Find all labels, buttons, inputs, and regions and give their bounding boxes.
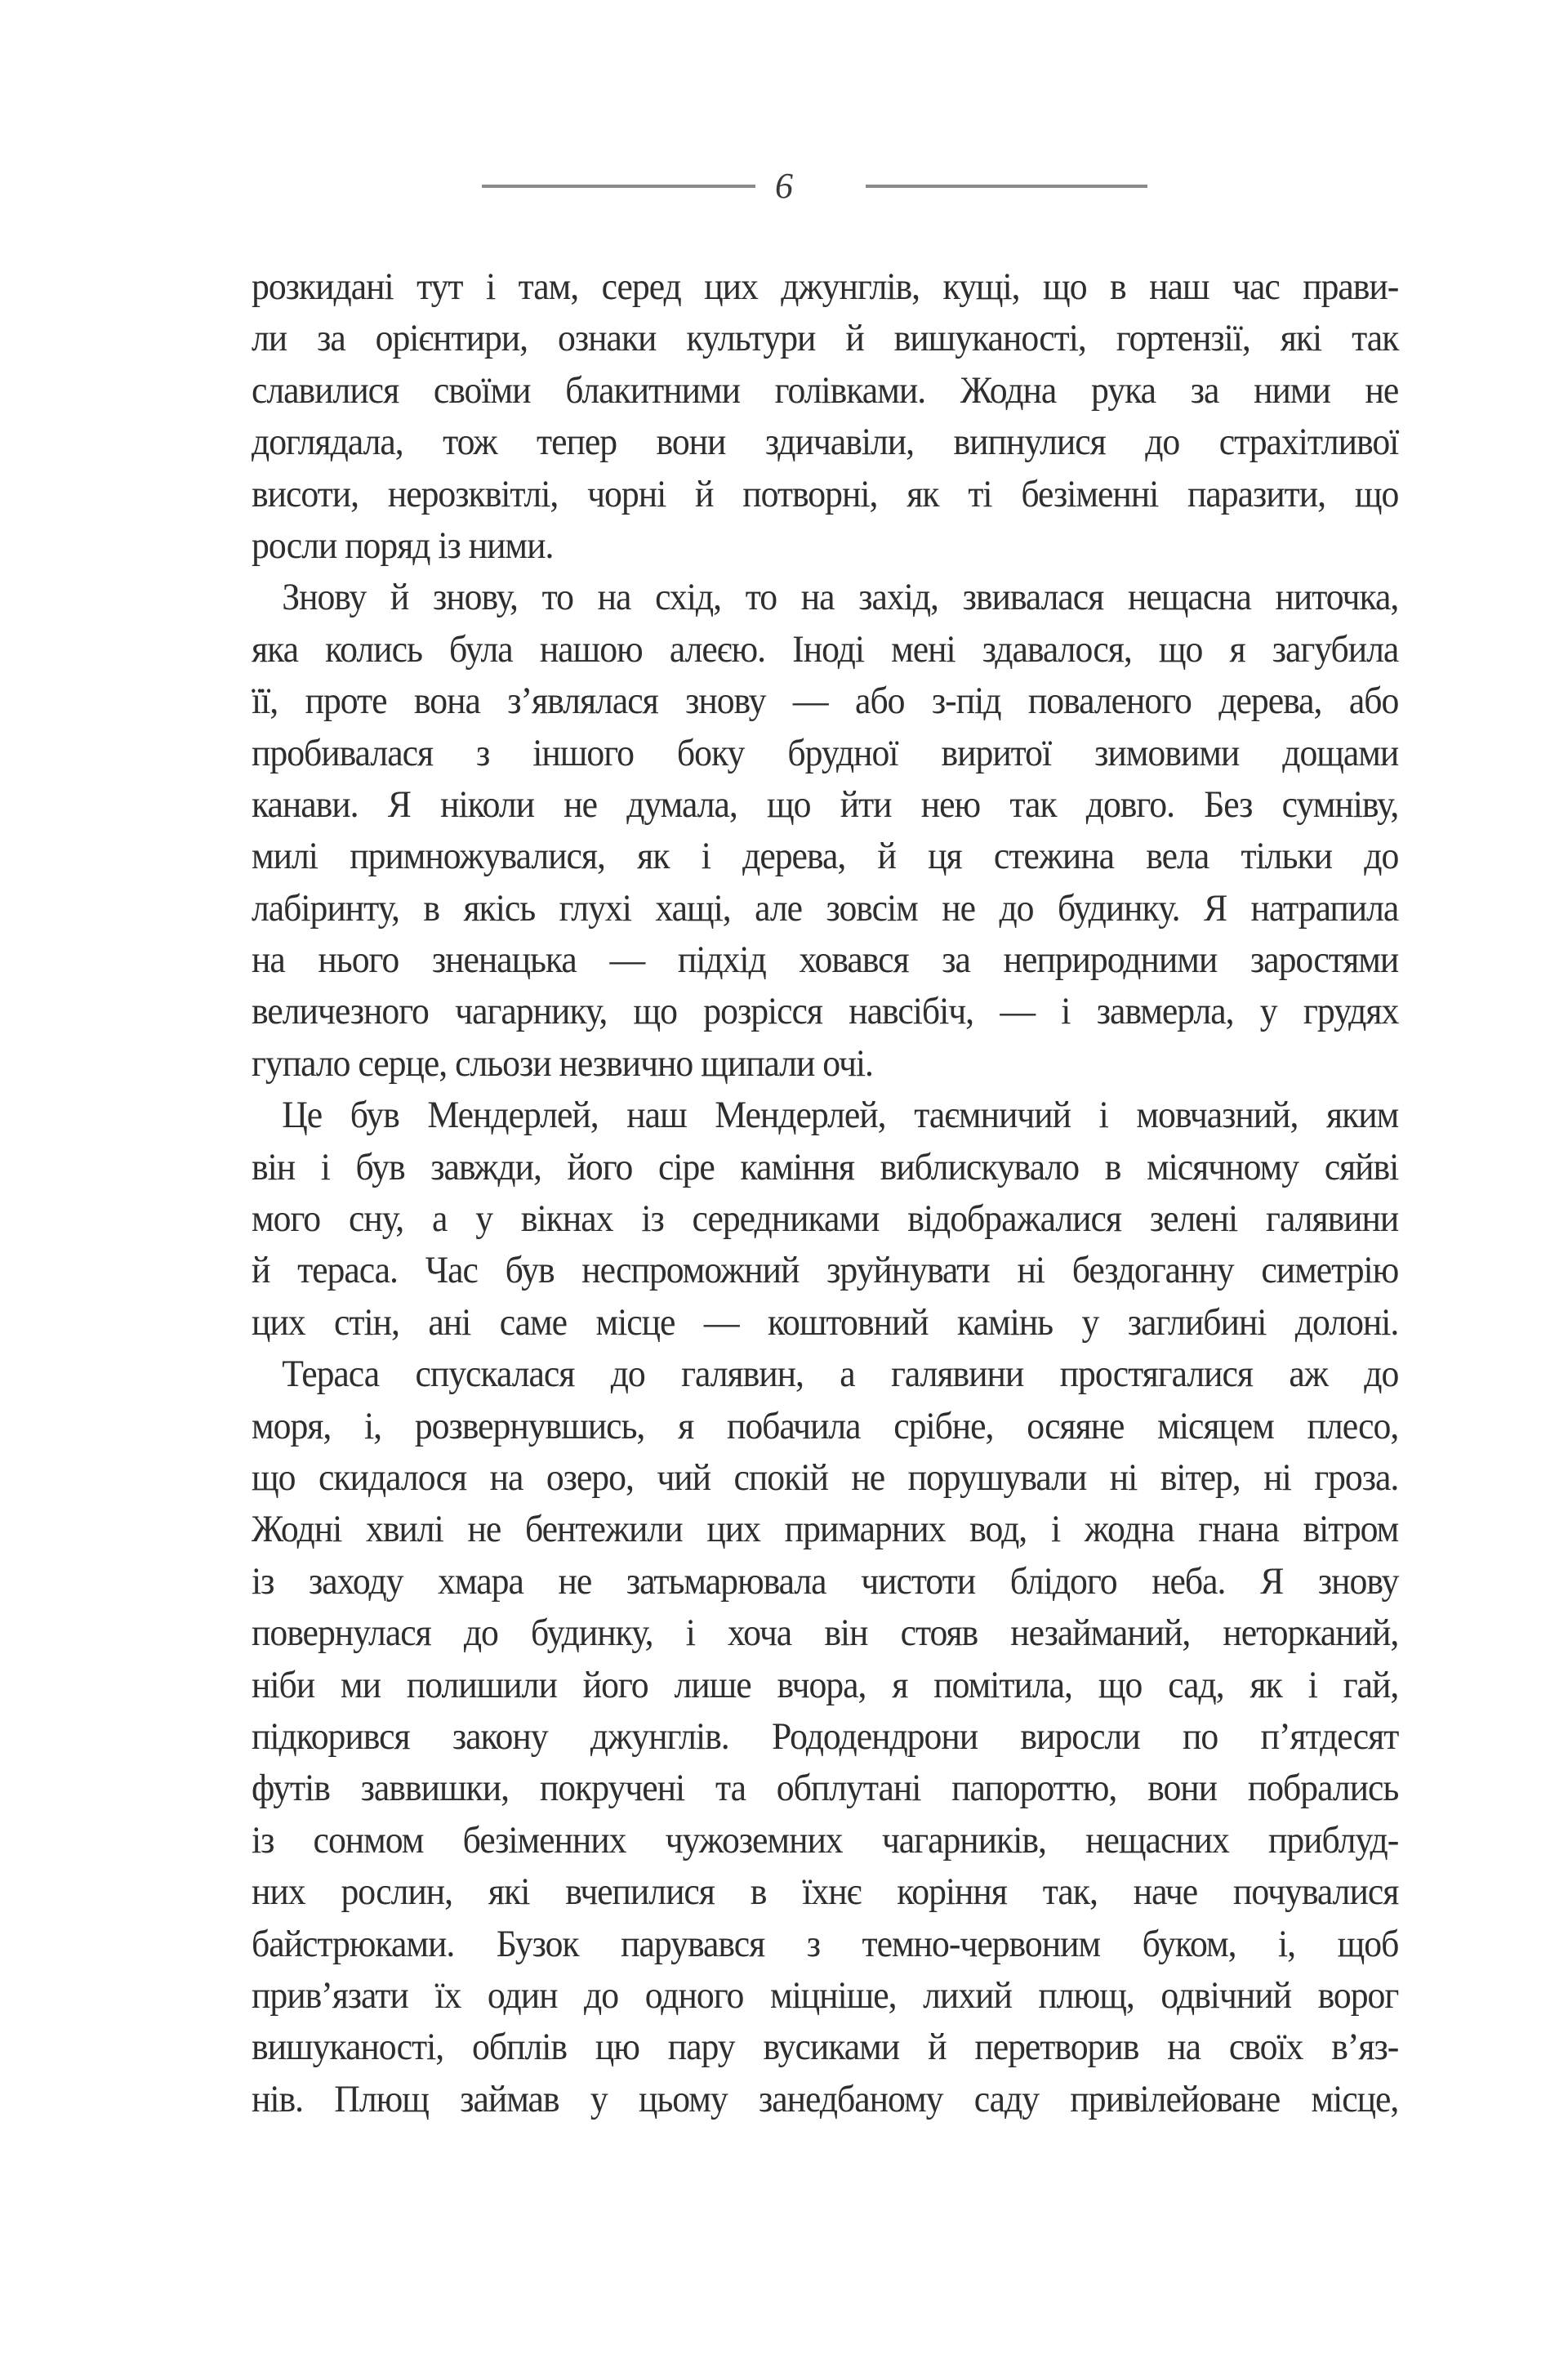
text-line: цих стін, ані саме місце — коштовний камінь у заглибині долоні.: [252, 1300, 1399, 1344]
text-line: вишуканості, обплів цю пару вусиками й перетворив на своїх в’яз-: [252, 2026, 1399, 2069]
text-line: із сонмом безіменних чужоземних чагарників, нещасних приблуд-: [252, 1818, 1399, 1861]
text-line: футів заввишки, покручені та обплутані папороттю, вони побрались: [252, 1767, 1399, 1810]
text-line: милі примножувалися, як і дерева, й ця стежина вела тільки до: [252, 835, 1399, 878]
paragraph-2: [252, 572, 1398, 1090]
text-line: мого сну, а у вікнах із середниками відображалися зелені галявини: [252, 1197, 1399, 1241]
text-line: Тераса спускалася до галявин, а галявини простягалися аж до: [282, 1353, 1399, 1396]
text-line: підкорився закону джунглів. Рододендрони виросли по п’ятдесят: [252, 1714, 1399, 1758]
text-line: гупало серце, сльози незвично щипали очі.: [252, 1041, 873, 1085]
paragraph-1: [252, 261, 1398, 572]
header-rule-left: [482, 185, 755, 188]
text-line: ніби ми полишили його лише вчора, я помітила, що сад, як і гай,: [252, 1663, 1399, 1706]
page-number: 6: [775, 166, 793, 206]
text-line: Знову й знову, то на схід, то на захід, звивалася нещасна ниточка,: [282, 576, 1399, 619]
text-line: байстрюками. Бузок парувався з темно-червоним буком, і, щоб: [252, 1922, 1399, 1965]
paragraph-3: [252, 1090, 1398, 1349]
text-line: них рослин, які вчепилися в їхнє коріння так, наче почувалися: [252, 1870, 1399, 1914]
text-line: й тераса. Час був неспроможний зруйнувати ні бездоганну симетрію: [252, 1249, 1399, 1292]
text-line: доглядала, тож тепер вони здичавіли, випнулися до страхітливої: [252, 421, 1399, 464]
text-line: висоти, нерозквітлі, чорні й потворні, як ті безіменні паразити, що: [252, 472, 1399, 515]
text-line: Це був Мендерлей, наш Мендерлей, таємничий і мовчазний, яким: [282, 1094, 1399, 1137]
text-line: моря, і, розвернувшись, я побачила срібне, осяяне місяцем плесо,: [252, 1404, 1399, 1447]
body-text: [252, 261, 1398, 2125]
text-line: росли поряд із ними.: [252, 524, 554, 567]
text-line: що скидалося на озеро, чий спокій не порушували ні вітер, ні гроза.: [252, 1456, 1399, 1499]
text-line: розкидані тут і там, серед цих джунглів, кущі, що в наш час прави-: [252, 265, 1399, 308]
text-line: із заходу хмара не затьмарювала чистоти блідого неба. Я знову: [252, 1559, 1399, 1603]
text-line: канави. Я ніколи не думала, що йти нею так довго. Без сумніву,: [252, 782, 1399, 826]
text-line: на нього зненацька — підхід ховався за неприродними заростями: [252, 939, 1399, 982]
text-line: величезного чагарнику, що розрісся навсібіч, — і завмерла, у грудях: [252, 990, 1399, 1033]
text-line: ли за орієнтири, ознаки культури й вишуканості, гортензії, які так: [252, 317, 1399, 360]
text-line: повернулася до будинку, і хоча він стояв незайманий, неторканий,: [252, 1612, 1399, 1655]
text-line: пробивалася з іншого боку брудної виритої зимовими дощами: [252, 731, 1399, 774]
paragraph-4: [252, 1349, 1398, 2125]
text-line: славилися своїми блакитними голівками. Жодна рука за ними не: [252, 368, 1399, 412]
text-line: прив’язати їх один до одного міцніше, лихий плющ, одвічний ворог: [252, 1973, 1399, 2017]
text-line: яка колись була нашою алеєю. Іноді мені здавалося, що я загубила: [252, 627, 1399, 671]
text-line: він і був завжди, його сіре каміння виблискувало в місячному сяйві: [252, 1145, 1399, 1188]
text-line: її, проте вона з’являлася знову — або з-під поваленого дерева, або: [252, 680, 1399, 723]
text-line: Жодні хвилі не бентежили цих примарних вод, і жодна гнана вітром: [252, 1508, 1399, 1551]
text-line: лабіринту, в якісь глухі хащі, але зовсім не до будинку. Я натрапила: [252, 886, 1399, 930]
header-rule-right: [866, 185, 1147, 188]
text-line: нів. Плющ займав у цьому занедбаному саду привілейоване місце,: [252, 2077, 1399, 2120]
